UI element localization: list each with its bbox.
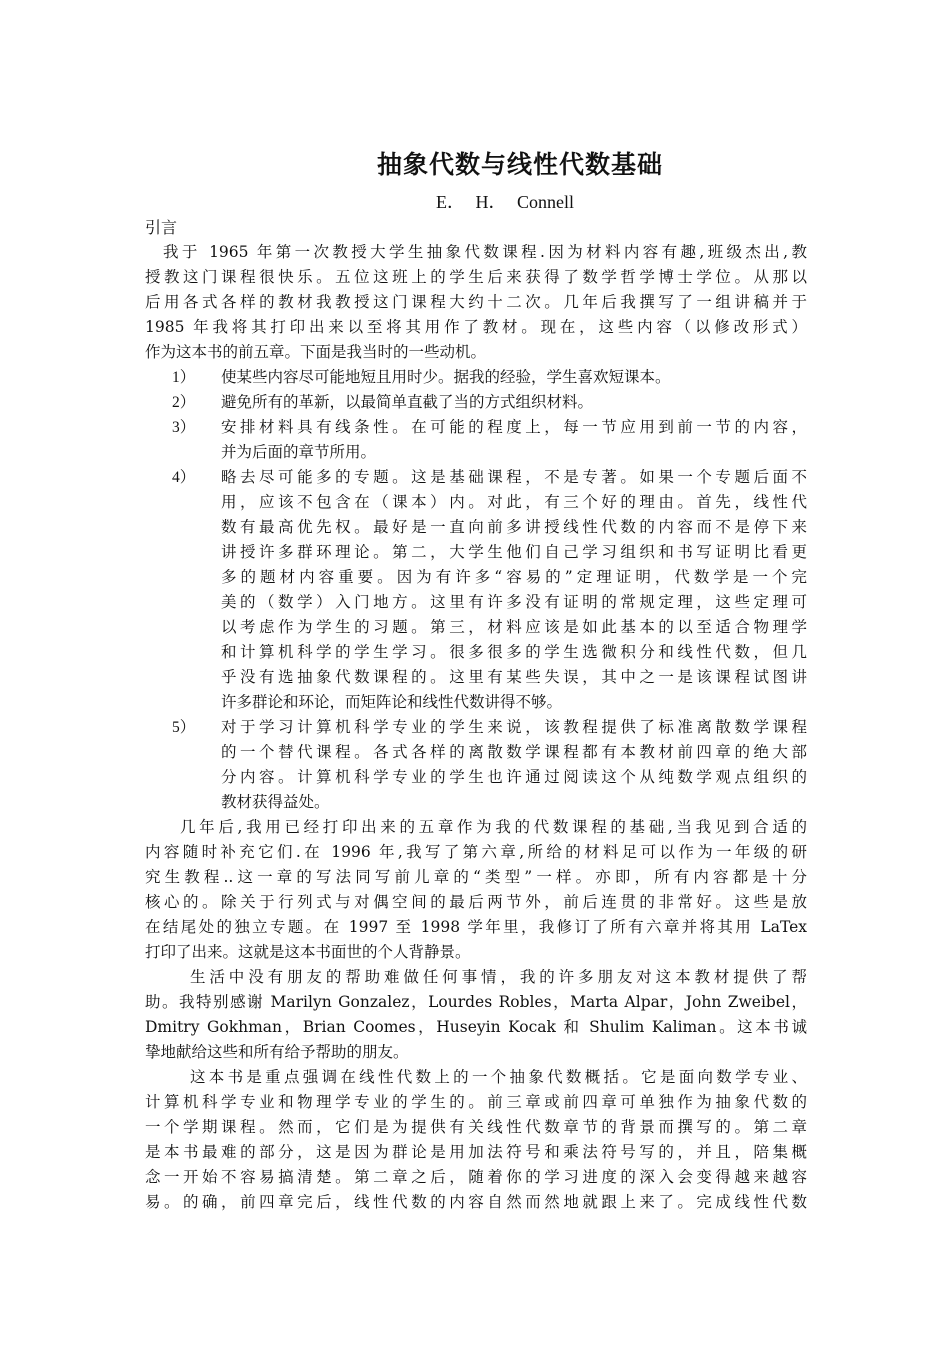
list-item-line: 以考虑作为学生的习题。第三，材料应该是如此基本的以至适合物理学 xyxy=(221,618,807,636)
list-item-line: 并为后面的章节所用。 xyxy=(221,443,377,461)
paragraph4-line: 易。的确，前四章完后，线性代数的内容自然而然地就跟上来了。完成线性代数 xyxy=(145,1193,807,1211)
list-item-number: 3） xyxy=(172,419,196,436)
list-item-line: 略去尽可能多的专题。这是基础课程，不是专著。如果一个专题后面不 xyxy=(221,468,807,486)
list-item-line: 多的题材内容重要。因为有许多“容易的”定理证明，代数学是一个完 xyxy=(221,568,807,586)
paragraph2-line: 究生教程..这一章的写法同写前儿章的“类型”一样。亦即，所有内容都是十分 xyxy=(145,868,807,886)
document-title: 抽象代数与线性代数基础 xyxy=(376,150,663,179)
list-item-line: 使某些内容尽可能地短且用时少。据我的经验，学生喜欢短课本。 xyxy=(221,368,671,386)
list-item-number: 1） xyxy=(172,369,196,386)
paragraph2-line: 内容随时补充它们.在 1996 年,我写了第六章,所给的材料足可以作为一年级的研 xyxy=(145,843,807,861)
paragraph3-line: 生活中没有朋友的帮助难做任何事情，我的许多朋友对这本教材提供了帮 xyxy=(190,968,807,986)
author-name: E． H． Connell xyxy=(436,192,574,212)
paragraph4-line: 计算机科学专业和物理学专业的学生的。前三章或前四章可单独作为抽象代数的 xyxy=(145,1093,807,1111)
paragraph4-line: 是本书最难的部分，这是因为群论是用加法符号和乘法符号写的，并且，陪集概 xyxy=(145,1143,807,1161)
list-item-line: 美的（数学）入门地方。这里有许多没有证明的常规定理，这些定理可 xyxy=(221,593,807,611)
list-item-line: 和计算机科学的学生学习。很多很多的学生选微积分和线性代数，但几 xyxy=(221,643,807,661)
list-item-line: 安排材料具有线条性。在可能的程度上，每一节应用到前一节的内容， xyxy=(221,418,807,436)
list-item-number: 4） xyxy=(172,469,196,486)
list-item-line: 的一个替代课程。各式各样的离散数学课程都有本教材前四章的绝大部 xyxy=(221,743,807,761)
list-item-line: 讲授许多群环理论。第二，大学生他们自己学习组织和书写证明比看更 xyxy=(221,543,807,561)
list-item-line: 避免所有的革新，以最简单直截了当的方式组织材料。 xyxy=(221,393,594,411)
paragraph2-line: 打印了出来。这就是这本书面世的个人背静景。 xyxy=(145,943,471,961)
paragraph2-line: 核心的。除关于行列式与对偶空间的最后两节外，前后连贯的非常好。这些是放 xyxy=(145,893,807,911)
paragraph3-line: 挚地献给这些和所有给予帮助的朋友。 xyxy=(145,1043,409,1061)
list-item-line: 数有最高优先权。最好是一直向前多讲授线性代数的内容而不是停下来 xyxy=(221,518,807,536)
paragraph1-line: 后用各式各样的教材我教授这门课程大约十二次。几年后我撰写了一组讲稿并于 xyxy=(145,293,807,311)
paragraph3-line: Dmitry Gokhman，Brian Coomes，Huseyin Kocak 和 Shulim Kaliman。这本书诚 xyxy=(145,1018,807,1036)
paragraph1-line: 我于 1965 年第一次教授大学生抽象代数课程.因为材料内容有趣,班级杰出,教 xyxy=(163,243,807,261)
paragraph1-line: 作为这本书的前五章。下面是我当时的一些动机。 xyxy=(145,343,487,361)
list-item-number: 2） xyxy=(172,394,196,411)
list-item-line: 对于学习计算机科学专业的学生来说，该教程提供了标准离散数学课程 xyxy=(221,718,807,736)
list-item-line: 分内容。计算机科学专业的学生也许通过阅读这个从纯数学观点组织的 xyxy=(221,768,807,786)
list-item-line: 乎没有选抽象代数课程的。这里有某些失误，其中之一是该课程试图讲 xyxy=(221,668,807,686)
list-item-line: 教材获得益处。 xyxy=(221,793,330,811)
paragraph3-line: 助。我特别感谢 Marilyn Gonzalez，Lourdes Robles，Marta Alpar，John Zweibel， xyxy=(145,993,807,1011)
list-item-line: 许多群论和环论，而矩阵论和线性代数讲得不够。 xyxy=(221,693,563,711)
paragraph4-line: 一个学期课程。然而，它们是为提供有关线性代数章节的背景而撰写的。第二章 xyxy=(145,1118,807,1136)
paragraph1-line: 1985 年我将其打印出来以至将其用作了教材。现在，这些内容（以修改形式） xyxy=(145,318,807,336)
paragraph1-line: 授教这门课程很快乐。五位这班上的学生后来获得了数学哲学博士学位。从那以 xyxy=(145,268,807,286)
section-heading: 引言 xyxy=(145,218,178,237)
list-item-line: 用，应该不包含在（课本）内。对此，有三个好的理由。首先，线性代 xyxy=(221,493,807,511)
paragraph2-line: 几年后,我用已经打印出来的五章作为我的代数课程的基础,当我见到合适的 xyxy=(180,818,807,836)
paragraph4-line: 念一开始不容易搞清楚。第二章之后，随着你的学习进度的深入会变得越来越容 xyxy=(145,1168,807,1186)
paragraph4-line: 这本书是重点强调在线性代数上的一个抽象代数概括。它是面向数学专业、 xyxy=(190,1068,807,1086)
list-item-number: 5） xyxy=(172,719,196,736)
paragraph2-line: 在结尾处的独立专题。在 1997 至 1998 学年里，我修订了所有六章并将其用 LaTex xyxy=(145,918,807,936)
